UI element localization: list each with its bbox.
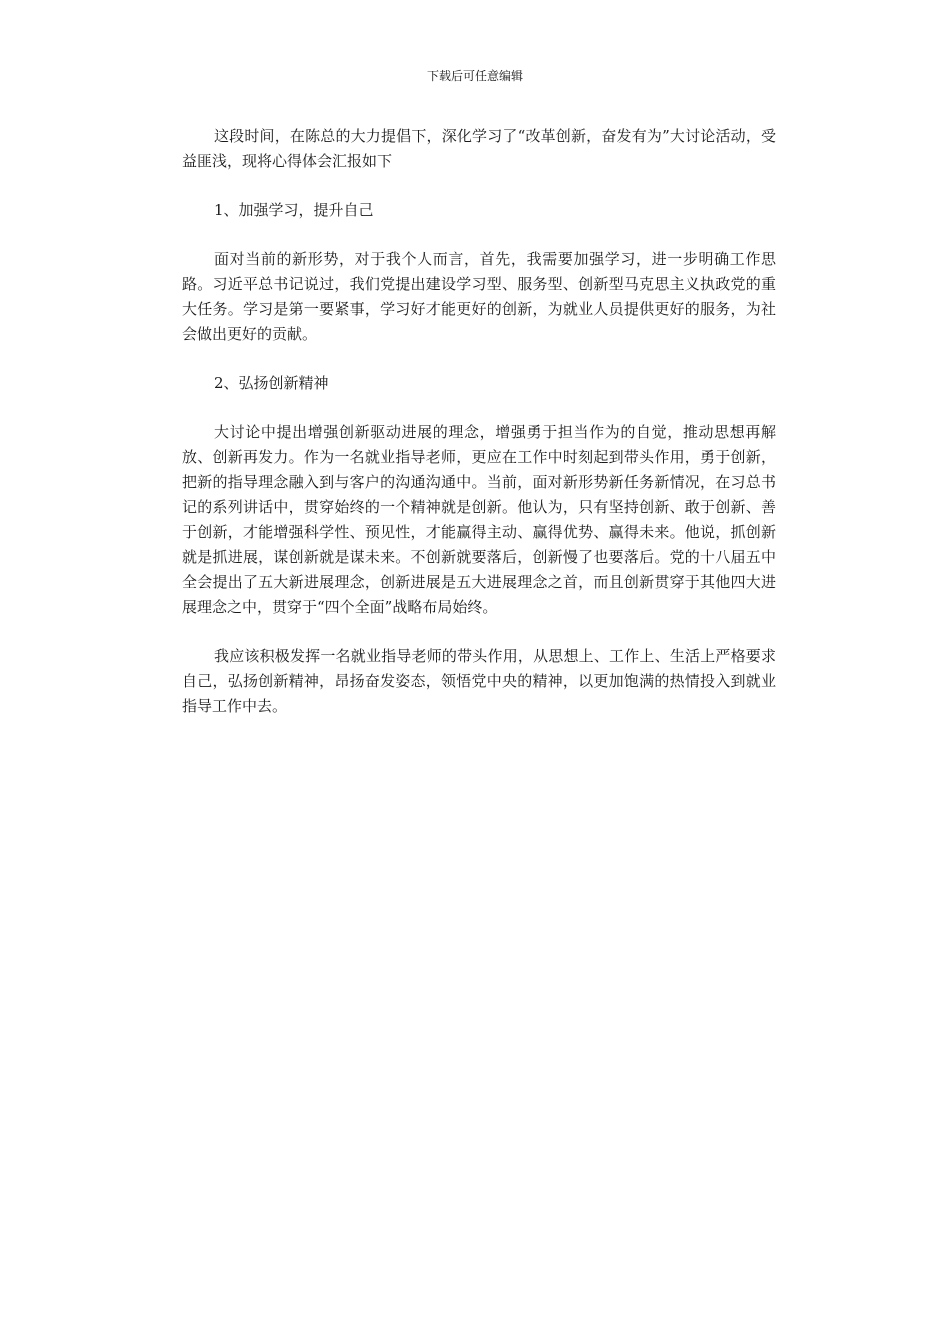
section-paragraph-1: 面对当前的新形势，对于我个人而言，首先，我需要加强学习，进一步明确工作思路。习近平总书记说过，我们党提出建设学习型、服务型、创新型马克思主义执政党的重大任务。学习是第一要紧事，学习好才能更好的创新，为就业人员提供更好的服务，为社会做出更好的贡献。 (182, 250, 776, 343)
conclusion-paragraph: 我应该积极发挥一名就业指导老师的带头作用，从思想上、工作上、生活上严格要求自己，弘扬创新精神，昂扬奋发姿态，领悟党中央的精神，以更加饱满的热情投入到就业指导工作中去。 (182, 647, 776, 715)
section-paragraph-2: 大讨论中提出增强创新驱动进展的理念，增强勇于担当作为的自觉，推动思想再解放、创新再发力。作为一名就业指导老师，更应在工作中时刻起到带头作用，勇于创新，把新的指导理念融入到与客户的沟通沟通中。当前，面对新形势新任务新情况，在习总书记的系列讲话中，贯穿始终的一个精神就是创新。他认为，只有坚持创新、敢于创新、善于创新，才能增强科学性、预见性，才能赢得主动、赢得优势、赢得未来。他说，抓创新就是抓进展，谋创新就是谋未来。不创新就要落后，创新慢了也要落后。党的十八届五中全会提出了五大新进展理念，创新进展是五大进展理念之首，而且创新贯穿于其他四大进展理念之中，贯穿于“四个全面”战略布局始终。 (182, 423, 776, 616)
page-header: 下载后可任意编辑 (426, 69, 523, 83)
document-body (182, 124, 776, 743)
section-heading-1: 1、加强学习，提升自己 (214, 201, 374, 219)
section-heading-2: 2、弘扬创新精神 (214, 374, 329, 392)
intro-paragraph: 这段时间，在陈总的大力提倡下，深化学习了“改革创新，奋发有为”大讨论活动，受益匪浅，现将心得体会汇报如下 (182, 127, 776, 170)
